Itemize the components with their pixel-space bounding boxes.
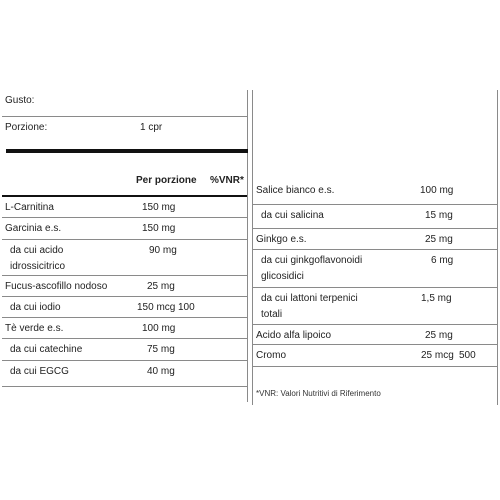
header-vnr: %VNR*	[210, 175, 244, 186]
ingredient-amount: 100 mg	[142, 323, 176, 334]
table-row	[2, 197, 247, 218]
ingredient-amount: 150 mg	[142, 202, 176, 213]
ingredient-vnr: 500	[459, 350, 476, 361]
ingredient-label: da cui iodio	[10, 302, 61, 313]
ingredient-label: da cui ginkgoflavonoidi glicosidici	[261, 255, 363, 282]
ingredient-amount: 6 mg	[431, 255, 454, 266]
table-row	[2, 218, 247, 240]
ingredient-label: da cui lattoni terpenici totali	[261, 293, 358, 320]
ingredient-amount: 25 mg	[425, 234, 453, 245]
ingredient-amount: 75 mg	[147, 344, 175, 355]
ingredient-vnr: 100	[178, 302, 195, 313]
table-row	[2, 361, 247, 387]
ingredient-label: Salice bianco e.s.	[256, 185, 335, 196]
table-row	[253, 325, 497, 345]
table-row	[253, 229, 497, 250]
ingredient-amount: 15 mg	[425, 210, 453, 221]
porzione-label: Porzione:	[5, 122, 48, 133]
ingredient-label: da cui salicina	[261, 210, 324, 221]
table-row	[253, 288, 497, 325]
ingredient-amount: 25 mcg	[421, 350, 454, 361]
ingredient-amount: 1,5 mg	[421, 293, 452, 304]
right-nutrition-panel	[252, 90, 498, 405]
ingredient-amount: 25 mg	[147, 281, 175, 292]
porzione-value: 1 cpr	[140, 122, 163, 133]
ingredient-amount: 90 mg	[149, 245, 177, 256]
gusto-label: Gusto:	[5, 95, 35, 106]
table-row	[253, 250, 497, 288]
ingredient-label: Ginkgo e.s.	[256, 234, 307, 245]
ingredient-amount: 25 mg	[425, 330, 453, 341]
ingredient-label: da cui catechine	[10, 344, 83, 355]
ingredient-amount: 150 mg	[142, 223, 176, 234]
header-per-porzione: Per porzione	[136, 175, 197, 186]
ingredient-amount: 40 mg	[147, 366, 175, 377]
vnr-footnote: *VNR: Valori Nutritivi di Riferimento	[256, 389, 381, 398]
table-row	[2, 339, 247, 361]
table-row	[253, 180, 497, 205]
table-row	[2, 240, 247, 276]
table-row	[2, 297, 247, 318]
ingredient-amount: 150 mcg	[137, 302, 176, 313]
ingredient-label: Acido alfa lipoico	[256, 330, 332, 341]
gusto-row	[2, 90, 247, 117]
table-row	[253, 345, 497, 367]
ingredient-label: Garcinia e.s.	[5, 223, 62, 234]
table-row	[2, 318, 247, 339]
ingredient-amount: 100 mg	[420, 185, 454, 196]
table-header-row	[2, 153, 247, 197]
left-nutrition-panel	[2, 90, 248, 402]
table-row	[2, 276, 247, 297]
ingredient-label: L-Carnitina	[5, 202, 54, 213]
ingredient-label: da cui acido idrossicitrico	[10, 245, 66, 272]
ingredient-label: Cromo	[256, 350, 287, 361]
porzione-row	[2, 117, 247, 141]
table-row	[253, 205, 497, 229]
ingredient-label: Tè verde e.s.	[5, 323, 64, 334]
ingredient-label: Fucus-ascofillo nodoso	[5, 281, 108, 292]
ingredient-label: da cui EGCG	[10, 366, 69, 377]
